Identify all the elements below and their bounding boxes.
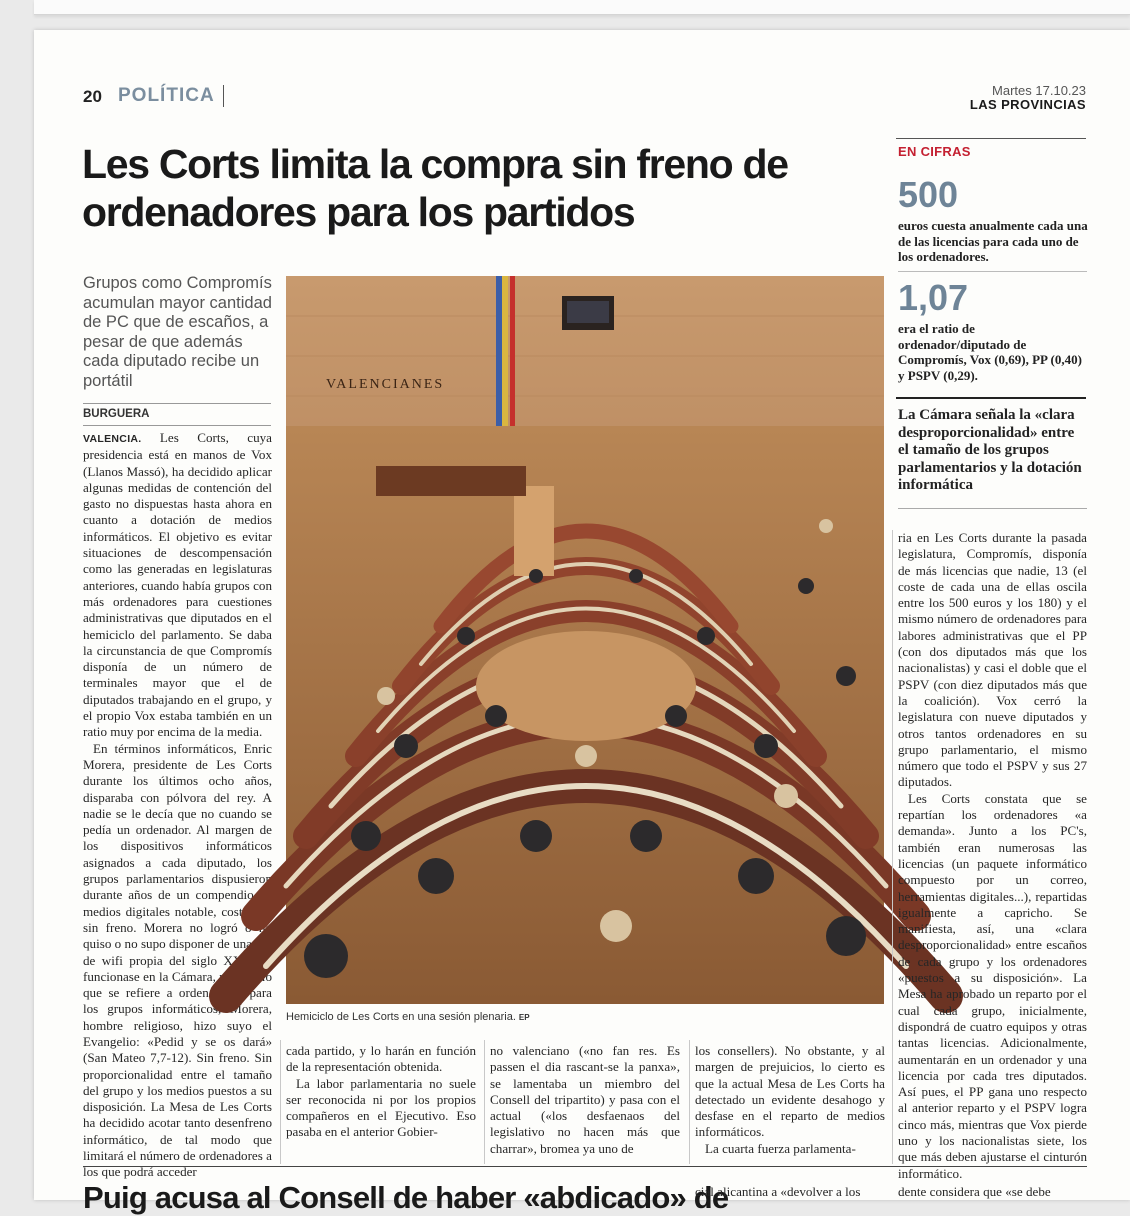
- stat-text-2: era el ratio de ordenador/diputado de Compromís, Vox (0,69), PP (0,40) y PSPV (0,29).: [898, 321, 1082, 383]
- podium: [514, 486, 554, 576]
- article-column-5: [898, 530, 1087, 1181]
- article-column-1: [83, 430, 272, 1180]
- column-divider: [689, 1040, 690, 1164]
- stat-text-1: euros cuesta anualmente cada una de las licencias para cada uno de los ordenadores.: [898, 218, 1088, 264]
- column-divider: [892, 530, 893, 1164]
- column-divider: [280, 1040, 281, 1164]
- previous-page-edge: [34, 0, 1130, 15]
- photo-credit: EP: [518, 1013, 530, 1022]
- sidebar-label: EN CIFRAS: [898, 144, 971, 159]
- paragraph: no valenciano («no fan res. Es passen el dia rascant-se la panxa», se lamentaba un miembro del Consell del tripartito) y pasa con el actual («los desfaenaos del legislativo no hacen más que charrar», bromea ya uno de: [490, 1043, 680, 1156]
- paragraph: los consellers). No obstante, y al margen de prejuicios, lo cierto es que la actual Mesa de Les Corts ha detectado un evidente desahogo y desfase en el reparto de medios informáticos.: [695, 1043, 885, 1140]
- photo-caption: [286, 1011, 884, 1023]
- page-number: 20: [83, 87, 102, 106]
- next-article-headline: Puig acusa al Consell de haber «abdicado» de: [83, 1180, 729, 1215]
- hemicycle-illustration: [286, 276, 884, 1004]
- byline: BURGUERA: [83, 403, 271, 420]
- article-column-4: [695, 1043, 885, 1163]
- article-subhead: Grupos como Compromís acumulan mayor cantidad de PC que de escaños, a pesar de que además cada diputado recibe un portátil: [83, 274, 272, 390]
- byline-rule: [83, 425, 271, 426]
- pullquote-rule: [896, 397, 1086, 399]
- paragraph: La cuarta fuerza parlamenta-: [705, 1140, 856, 1156]
- article-column-2: [286, 1043, 476, 1163]
- parliament-photo: [286, 276, 884, 1004]
- article-separator: [83, 1166, 1087, 1167]
- newspaper-name: LAS PROVINCIAS: [969, 97, 1086, 112]
- paragraph: cada partido, y lo harán en función de la representación obtenida.: [286, 1043, 476, 1075]
- paragraph: ria en Les Corts durante la pasada legislatura, Compromís, disponía de más licencias que nadie, 13 (el coste de cada una de ellas oscila entre los 500 euros y los 180) y el mismo número de ordenadores para labores administrativas que el PP (con dos diputados más que los nacionalistas) y casi el doble que el PSPV (con diez diputados más que la coalición). Vox cerró la legislatura con nueve diputados y otros tantos ordenadores en su grupo parlamentario, el mismo número que todo el PSPV y sus 27 diputados.: [898, 530, 1087, 790]
- article-headline: Les Corts limita la compra sin freno de ordenadores para los partidos: [82, 141, 788, 235]
- issue-date: Martes 17.10.23: [992, 83, 1086, 98]
- paragraph: En términos informáticos, Enric Morera, presidente de Les Corts durante los últimos ocho años, disparaba con pólvora del rey. A nadie se le decía que no cuando se pedía un ordenador. Al margen de los dispositivos informáticos asignados a cada diputado, los grupos parlamentarios dispusieron durante años de un compendio de medios digitales notable, costoso y sin freno. Morera no logró o no quiso o no supo disponer de una red de wifi propia del siglo XXI que funcionase en la Cámara, pero en lo que se refiere a ordenadores para los grupos informáticos, Morera, hombre religioso, hizo suyo el Evangelio: «Pedid y se os dará» (San Mateo 7,7-12). Sin freno. Sin proporcionalidad entre el tamaño del grupo y los medios puestos a su disposición. La Mesa de Les Corts ha decidido acotar tanto desenfreno informático, de tal modo que limitará el número de ordenadores a los que podrá acceder: [83, 740, 272, 1180]
- next-article-text: cial alicantina a «devolver a los: [695, 1184, 861, 1199]
- dateline: VALENCIA.: [83, 433, 142, 445]
- paragraph: La labor parlamentaria no suele ser reconocida ni por los propios compañeros en el Ejecutivo. Eso pasaba en el anterior Gobier-: [286, 1075, 476, 1140]
- wall-sign: VALENCIANES: [326, 377, 445, 392]
- next-article-text: dente considera que «se debe: [898, 1184, 1051, 1199]
- newspaper-page: [34, 30, 1130, 1215]
- stat-number-1: 500: [898, 174, 959, 215]
- pullquote-bottom-rule: [898, 508, 1087, 509]
- caption-text: Hemiciclo de Les Corts en una sesión plenaria.: [286, 1011, 516, 1023]
- article-column-3: [490, 1043, 680, 1163]
- paragraph: Les Corts constata que se repartían los ordenadores «a demanda». Junto a los PC's, también eran numerosas las licencias (un paquete informático compuesto por un correo, herramientas digitales...), repartidas igualmente a capricho. Se manifiesta, así, una «clara desproporcionalidad» entre escaños de cada grupo y los ordenadores «puestos a su disposición». La Mesa ha aprobado un reparto por el cual cada grupo, inicialmente, dispondrá de cuatro equipos y otras tantas licencias. Adicionalmente, aumentarán en un ordenador y una licencia por cada tres diputados. Así pues, el PP gana uno respecto al anterior reparto y el PSPV logra cinco más, mientras que Vox pierde uno y los nacionalistas siete, los que más deben ajustarse el cinturón informático.: [898, 790, 1087, 1181]
- section-label: POLÍTICA: [118, 85, 224, 107]
- stat-number-2: 1,07: [898, 277, 969, 318]
- column-divider: [484, 1040, 485, 1164]
- flag-icon: [496, 276, 502, 426]
- lead-paragraph: Les Corts, cuya presidencia está en manos de Vox (Llanos Massó), ha decidido aplicar algunas medidas de contención del gasto no dispuestas hasta ahora en cuanto a dotación de medios informáticos. El objetivo es evitar situaciones de descompensación como las generadas en legislaturas anteriores, cuando había grupos con más ordenadores para cuestiones administrativas que diputados en el hemiciclo del parlamento. Se daba la circunstancia de que Compromís disponía de un número de terminales mayor que el de diputados trabajando en el grupo, y el propio Vox estaba también en un ratio muy por encima de la media.: [83, 430, 272, 740]
- pullquote: La Cámara señala la «clara desproporcionalidad» entre el tamaño de los grupos parlamentarios y la dotación informática: [898, 407, 1082, 493]
- stat-divider: [898, 271, 1087, 272]
- sidebar-top-rule: [896, 138, 1086, 139]
